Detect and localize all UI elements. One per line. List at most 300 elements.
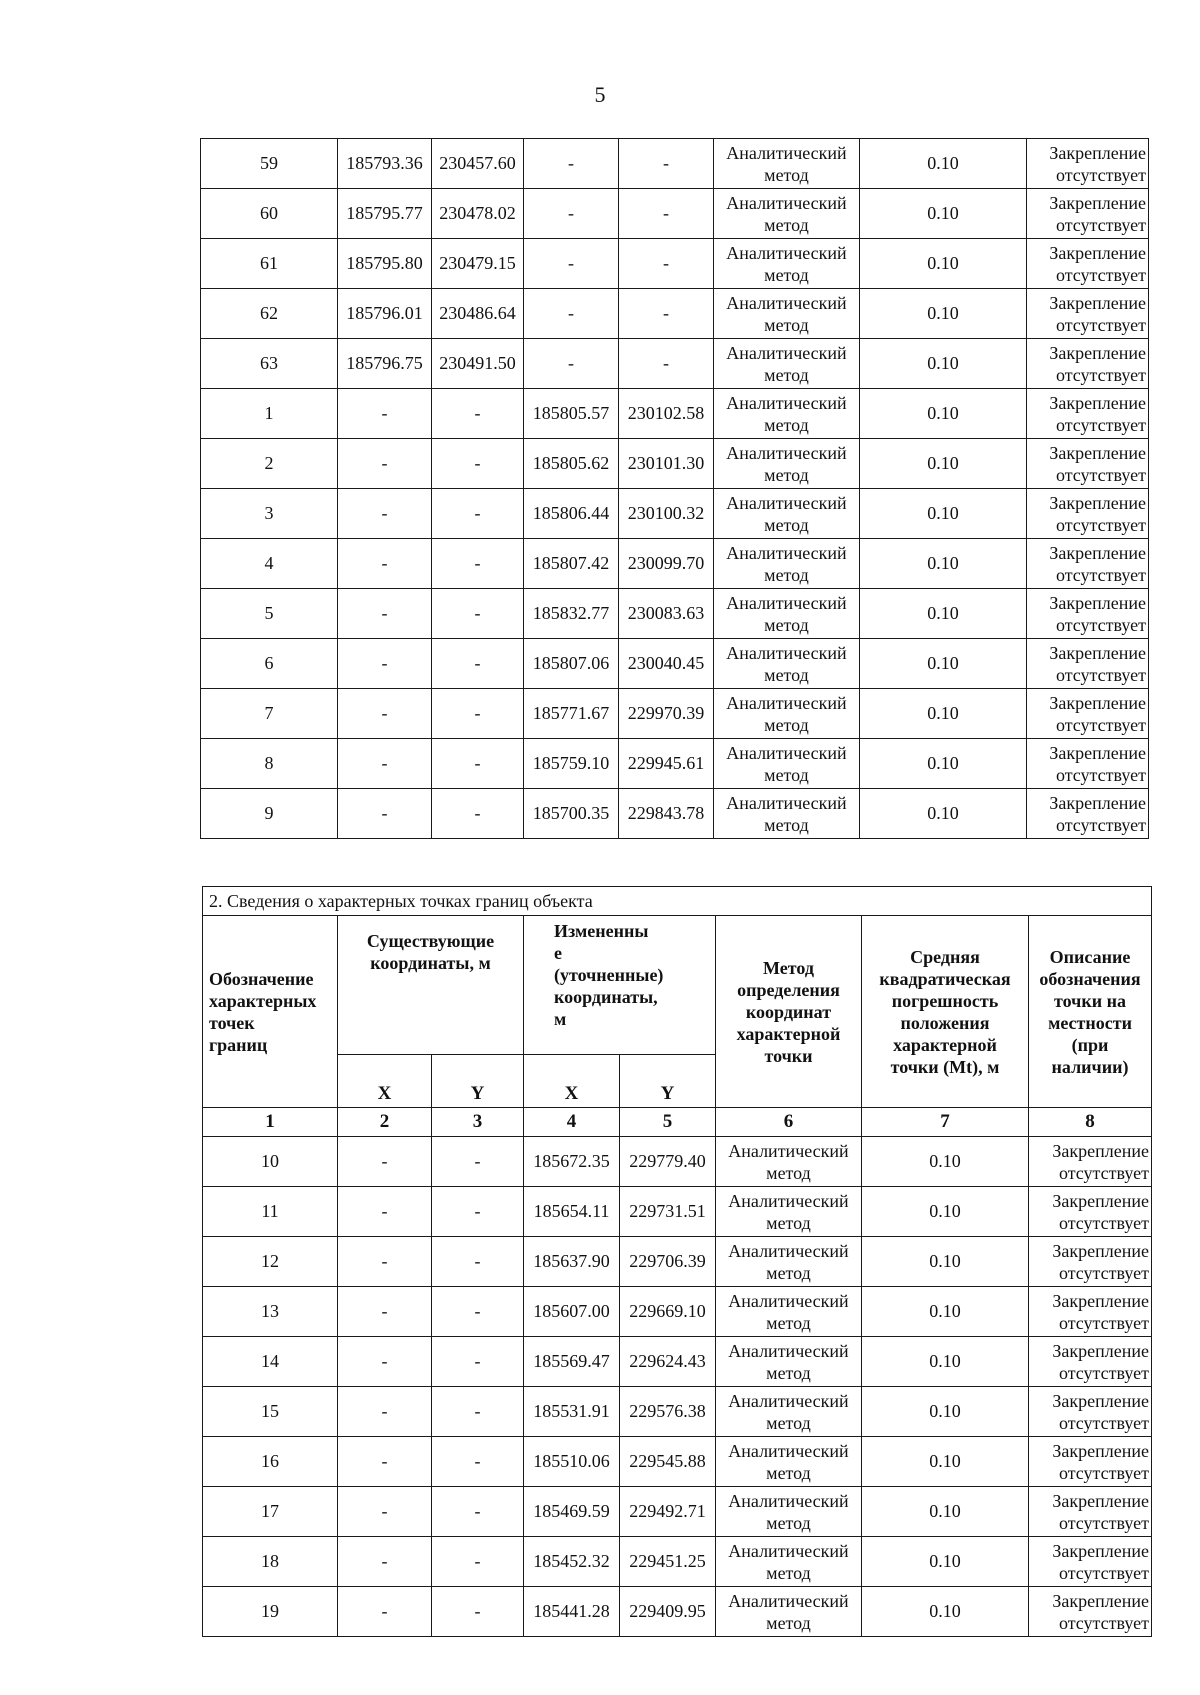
point-number: 11 [203, 1187, 338, 1237]
method-cell-line: метод [766, 1262, 811, 1283]
method-cell-line: метод [764, 264, 809, 285]
method-cell [716, 1337, 862, 1387]
mean-square-error: 0.10 [862, 1437, 1029, 1487]
mean-square-error: 0.10 [860, 689, 1027, 739]
method-cell-line: Аналитический [726, 192, 847, 213]
existing-y: - [432, 789, 524, 839]
description-cell-line: Закрепление [1052, 1140, 1149, 1161]
existing-x: - [338, 439, 432, 489]
existing-y: - [432, 1187, 524, 1237]
point-number: 8 [201, 739, 338, 789]
method-cell-line: Аналитический [728, 1440, 849, 1461]
existing-x: - [338, 1137, 432, 1187]
existing-x: - [338, 389, 432, 439]
header-line: границ [209, 1034, 268, 1055]
changed-y: 229970.39 [619, 689, 714, 739]
description-cell-line: Закрепление [1049, 792, 1146, 813]
header-line: точки (Mt), м [890, 1056, 1000, 1077]
description-cell [1029, 1337, 1152, 1387]
table-row [203, 1437, 1152, 1487]
header-line: Описание [1049, 946, 1131, 967]
description-cell [1027, 739, 1149, 789]
point-number: 14 [203, 1337, 338, 1387]
changed-y: 229576.38 [620, 1387, 716, 1437]
method-cell-line: Аналитический [728, 1340, 849, 1361]
description-cell-line: Закрепление [1052, 1590, 1149, 1611]
changed-y: - [619, 289, 714, 339]
description-cell [1029, 1487, 1152, 1537]
point-number: 17 [203, 1487, 338, 1537]
existing-x: 185795.80 [338, 239, 432, 289]
description-cell-line: отсутствует [1055, 614, 1146, 635]
method-cell [716, 1137, 862, 1187]
mean-square-error: 0.10 [860, 189, 1027, 239]
method-cell [716, 1187, 862, 1237]
existing-x: - [338, 1437, 432, 1487]
existing-y: - [432, 1237, 524, 1287]
changed-x: 185805.62 [524, 439, 619, 489]
description-cell [1027, 339, 1149, 389]
method-cell-line: Аналитический [726, 692, 847, 713]
table-row [201, 189, 1149, 239]
method-cell-line: метод [764, 514, 809, 535]
table-caption: 2. Сведения о характерных точках границ объекта [203, 887, 1152, 916]
description-cell-line: отсутствует [1055, 164, 1146, 185]
description-cell [1027, 489, 1149, 539]
mean-square-error: 0.10 [860, 789, 1027, 839]
table-row [203, 1137, 1152, 1187]
point-number: 6 [201, 639, 338, 689]
description-cell-line: Закрепление [1049, 242, 1146, 263]
changed-x: 185452.32 [524, 1537, 620, 1587]
existing-y: 230457.60 [432, 139, 524, 189]
method-cell-line: метод [764, 714, 809, 735]
method-cell-line: метод [766, 1162, 811, 1183]
header-line: точки [764, 1045, 813, 1066]
existing-y: - [432, 1587, 524, 1637]
table-row [203, 1387, 1152, 1437]
method-cell [714, 389, 860, 439]
boundary-points-table [202, 886, 1152, 1637]
method-cell [714, 239, 860, 289]
changed-x: 185759.10 [524, 739, 619, 789]
description-cell [1027, 139, 1149, 189]
changed-x: 185806.44 [524, 489, 619, 539]
header-line: Измененны [554, 921, 649, 941]
description-cell-line: Закрепление [1049, 692, 1146, 713]
method-cell [714, 589, 860, 639]
changed-y: - [619, 339, 714, 389]
changed-x: 185441.28 [524, 1587, 620, 1637]
description-cell-line: Закрепление [1049, 742, 1146, 763]
header-method [716, 916, 862, 1108]
method-cell-line: Аналитический [728, 1540, 849, 1561]
mean-square-error: 0.10 [862, 1337, 1029, 1387]
method-cell-line: метод [764, 214, 809, 235]
description-cell-line: отсутствует [1058, 1362, 1149, 1383]
changed-x: 185510.06 [524, 1437, 620, 1487]
existing-x: - [338, 1487, 432, 1537]
method-cell-line: Аналитический [726, 792, 847, 813]
point-number: 61 [201, 239, 338, 289]
changed-y: 229492.71 [620, 1487, 716, 1537]
description-cell [1027, 789, 1149, 839]
changed-x: 185637.90 [524, 1237, 620, 1287]
header-line: погрешность [891, 990, 999, 1011]
changed-y: - [619, 239, 714, 289]
description-cell [1029, 1537, 1152, 1587]
method-cell-line: метод [766, 1212, 811, 1233]
header-line: координат [745, 1001, 832, 1022]
method-cell-line: метод [764, 564, 809, 585]
mean-square-error: 0.10 [860, 439, 1027, 489]
table-row [203, 1237, 1152, 1287]
mean-square-error: 0.10 [860, 739, 1027, 789]
method-cell-line: метод [764, 664, 809, 685]
mean-square-error: 0.10 [860, 639, 1027, 689]
description-cell [1027, 689, 1149, 739]
mean-square-error: 0.10 [862, 1137, 1029, 1187]
header-line: Обозначение [209, 968, 314, 989]
table-row [201, 539, 1149, 589]
description-cell-line: отсутствует [1055, 214, 1146, 235]
header-line: наличии) [1051, 1056, 1129, 1077]
method-cell-line: Аналитический [726, 742, 847, 763]
description-cell [1029, 1587, 1152, 1637]
description-cell-line: отсутствует [1055, 464, 1146, 485]
existing-y: 230479.15 [432, 239, 524, 289]
existing-y: - [432, 1537, 524, 1587]
existing-y: 230486.64 [432, 289, 524, 339]
method-cell-line: Аналитический [728, 1390, 849, 1411]
description-cell-line: отсутствует [1055, 664, 1146, 685]
description-cell-line: отсутствует [1058, 1162, 1149, 1183]
description-cell [1027, 589, 1149, 639]
point-number: 12 [203, 1237, 338, 1287]
changed-x: - [524, 339, 619, 389]
header-mean-square-error [862, 916, 1029, 1108]
header-changed-y: Y [620, 1055, 716, 1108]
existing-x: 185796.75 [338, 339, 432, 389]
method-cell-line: метод [764, 164, 809, 185]
mean-square-error: 0.10 [860, 589, 1027, 639]
table-row [201, 439, 1149, 489]
changed-y: 230100.32 [619, 489, 714, 539]
column-number: 6 [716, 1108, 862, 1137]
existing-x: 185793.36 [338, 139, 432, 189]
existing-y: - [432, 539, 524, 589]
existing-x: - [338, 489, 432, 539]
method-cell [714, 739, 860, 789]
description-cell [1029, 1187, 1152, 1237]
existing-y: - [432, 1387, 524, 1437]
changed-x: - [524, 189, 619, 239]
description-cell [1027, 239, 1149, 289]
header-line: координаты, [554, 987, 658, 1007]
changed-y: 229409.95 [620, 1587, 716, 1637]
existing-y: - [432, 489, 524, 539]
table-row [201, 489, 1149, 539]
description-cell-line: Закрепление [1049, 592, 1146, 613]
table-row [203, 1337, 1152, 1387]
description-cell-line: отсутствует [1055, 714, 1146, 735]
method-cell [714, 639, 860, 689]
header-line: (уточненные) [554, 965, 664, 985]
changed-y: 229779.40 [620, 1137, 716, 1187]
mean-square-error: 0.10 [860, 289, 1027, 339]
method-cell [714, 139, 860, 189]
method-cell [714, 189, 860, 239]
header-line: Существующие [366, 931, 495, 951]
mean-square-error: 0.10 [862, 1187, 1029, 1237]
point-number: 62 [201, 289, 338, 339]
point-number: 19 [203, 1587, 338, 1637]
description-cell [1029, 1137, 1152, 1187]
header-line: точки на [1054, 990, 1126, 1011]
method-cell-line: Аналитический [726, 342, 847, 363]
method-cell-line: метод [764, 614, 809, 635]
table-row [203, 1487, 1152, 1537]
method-cell [716, 1537, 862, 1587]
description-cell-line: отсутствует [1055, 814, 1146, 835]
description-cell-line: Закрепление [1049, 342, 1146, 363]
changed-x: 185654.11 [524, 1187, 620, 1237]
column-number: 7 [862, 1108, 1029, 1137]
header-point-description [1029, 916, 1152, 1108]
changed-y: 230099.70 [619, 539, 714, 589]
existing-x: - [338, 1387, 432, 1437]
header-line: координаты, м [370, 953, 491, 973]
method-cell-line: метод [764, 814, 809, 835]
method-cell-line: метод [764, 414, 809, 435]
existing-x: - [338, 1187, 432, 1237]
table-row [203, 1287, 1152, 1337]
point-number: 18 [203, 1537, 338, 1587]
description-cell-line: отсутствует [1055, 264, 1146, 285]
table-row [201, 589, 1149, 639]
existing-y: - [432, 1437, 524, 1487]
method-cell-line: Аналитический [728, 1190, 849, 1211]
existing-y: 230478.02 [432, 189, 524, 239]
description-cell-line: Закрепление [1052, 1240, 1149, 1261]
header-existing-coordinates [338, 916, 524, 1055]
method-cell-line: Аналитический [726, 292, 847, 313]
description-cell-line: отсутствует [1058, 1312, 1149, 1333]
method-cell [714, 439, 860, 489]
point-number: 16 [203, 1437, 338, 1487]
changed-x: - [524, 289, 619, 339]
method-cell [714, 789, 860, 839]
method-cell-line: Аналитический [728, 1140, 849, 1161]
method-cell-line: Аналитический [726, 142, 847, 163]
existing-x: - [338, 789, 432, 839]
changed-y: 230102.58 [619, 389, 714, 439]
changed-y: - [619, 189, 714, 239]
changed-x: 185771.67 [524, 689, 619, 739]
table-row [203, 1187, 1152, 1237]
method-cell-line: метод [766, 1412, 811, 1433]
description-cell [1027, 439, 1149, 489]
method-cell-line: Аналитический [726, 642, 847, 663]
method-cell-line: метод [766, 1462, 811, 1483]
existing-x: - [338, 539, 432, 589]
method-cell-line: Аналитический [726, 542, 847, 563]
table-row [201, 139, 1149, 189]
header-line: (при [1071, 1034, 1109, 1055]
header-line: квадратическая [879, 968, 1011, 989]
existing-x: 185795.77 [338, 189, 432, 239]
description-cell-line: отсутствует [1055, 514, 1146, 535]
method-cell [716, 1437, 862, 1487]
existing-y: - [432, 389, 524, 439]
mean-square-error: 0.10 [860, 239, 1027, 289]
table-row [201, 389, 1149, 439]
method-cell-line: метод [766, 1312, 811, 1333]
changed-x: 185607.00 [524, 1287, 620, 1337]
header-changed-coordinates [524, 916, 716, 1055]
method-cell [716, 1587, 862, 1637]
table-row [203, 1587, 1152, 1637]
existing-x: - [338, 1537, 432, 1587]
description-cell-line: отсутствует [1058, 1412, 1149, 1433]
existing-y: - [432, 739, 524, 789]
method-cell-line: Аналитический [728, 1290, 849, 1311]
header-line: характерной [736, 1023, 841, 1044]
changed-x: 185832.77 [524, 589, 619, 639]
description-cell-line: Закрепление [1049, 542, 1146, 563]
method-cell-line: Аналитический [726, 392, 847, 413]
mean-square-error: 0.10 [862, 1587, 1029, 1637]
description-cell [1029, 1387, 1152, 1437]
header-existing-x: X [338, 1055, 432, 1108]
description-cell [1029, 1287, 1152, 1337]
mean-square-error: 0.10 [860, 539, 1027, 589]
header-line: характерных [209, 990, 317, 1011]
table-row [201, 739, 1149, 789]
description-cell-line: Закрепление [1049, 392, 1146, 413]
table-row [201, 639, 1149, 689]
header-line: Средняя [910, 946, 980, 967]
point-number: 3 [201, 489, 338, 539]
changed-x: 185700.35 [524, 789, 619, 839]
method-cell-line: метод [764, 764, 809, 785]
table-row [201, 789, 1149, 839]
column-number: 3 [432, 1108, 524, 1137]
existing-x: - [338, 739, 432, 789]
changed-y: 229451.25 [620, 1537, 716, 1587]
description-cell [1027, 389, 1149, 439]
existing-y: - [432, 1337, 524, 1387]
header-line: точек [209, 1012, 255, 1033]
description-cell-line: Закрепление [1049, 442, 1146, 463]
point-number: 7 [201, 689, 338, 739]
point-number: 59 [201, 139, 338, 189]
description-cell-line: Закрепление [1052, 1340, 1149, 1361]
description-cell-line: отсутствует [1055, 314, 1146, 335]
table-row [203, 1537, 1152, 1587]
changed-x: 185672.35 [524, 1137, 620, 1187]
description-cell [1029, 1437, 1152, 1487]
mean-square-error: 0.10 [862, 1287, 1029, 1337]
changed-y: 229731.51 [620, 1187, 716, 1237]
existing-x: - [338, 589, 432, 639]
description-cell-line: отсутствует [1055, 414, 1146, 435]
method-cell-line: метод [766, 1562, 811, 1583]
point-number: 15 [203, 1387, 338, 1437]
header-line: е [554, 943, 562, 963]
description-cell [1027, 289, 1149, 339]
column-number: 2 [338, 1108, 432, 1137]
existing-y: - [432, 1287, 524, 1337]
mean-square-error: 0.10 [862, 1537, 1029, 1587]
method-cell-line: метод [766, 1362, 811, 1383]
description-cell-line: отсутствует [1058, 1512, 1149, 1533]
header-existing-y: Y [432, 1055, 524, 1108]
method-cell [716, 1387, 862, 1437]
changed-x: 185469.59 [524, 1487, 620, 1537]
header-line: местности [1048, 1012, 1132, 1033]
description-cell-line: Закрепление [1052, 1290, 1149, 1311]
column-number-row [203, 1108, 1152, 1137]
header-line: характерной [893, 1034, 997, 1055]
changed-x: - [524, 139, 619, 189]
point-number: 13 [203, 1287, 338, 1337]
description-cell [1027, 639, 1149, 689]
method-cell-line: метод [764, 364, 809, 385]
method-cell-line: метод [766, 1612, 811, 1633]
point-number: 60 [201, 189, 338, 239]
existing-x: - [338, 1337, 432, 1387]
changed-y: 229706.39 [620, 1237, 716, 1287]
description-cell-line: Закрепление [1049, 492, 1146, 513]
description-cell-line: отсутствует [1055, 564, 1146, 585]
existing-y: - [432, 1487, 524, 1537]
existing-x: - [338, 639, 432, 689]
changed-y: 229843.78 [619, 789, 714, 839]
page-number: 5 [594, 82, 606, 107]
mean-square-error: 0.10 [860, 389, 1027, 439]
existing-x: - [338, 1587, 432, 1637]
existing-y: - [432, 1137, 524, 1187]
existing-y: - [432, 589, 524, 639]
mean-square-error: 0.10 [860, 339, 1027, 389]
method-cell-line: Аналитический [728, 1590, 849, 1611]
boundary-points-table-continued [200, 138, 1149, 839]
changed-y: 229669.10 [620, 1287, 716, 1337]
point-number: 63 [201, 339, 338, 389]
header-line: обозначения [1039, 968, 1141, 989]
method-cell-line: метод [764, 314, 809, 335]
existing-x: - [338, 689, 432, 739]
changed-y: 230083.63 [619, 589, 714, 639]
method-cell [714, 539, 860, 589]
point-number: 2 [201, 439, 338, 489]
description-cell-line: отсутствует [1055, 764, 1146, 785]
mean-square-error: 0.10 [860, 489, 1027, 539]
header-line: Метод [763, 957, 814, 978]
method-cell [716, 1487, 862, 1537]
changed-x: 185807.42 [524, 539, 619, 589]
description-cell-line: отсутствует [1055, 364, 1146, 385]
column-number: 1 [203, 1108, 338, 1137]
method-cell-line: Аналитический [726, 492, 847, 513]
mean-square-error: 0.10 [860, 139, 1027, 189]
method-cell [716, 1237, 862, 1287]
method-cell [714, 489, 860, 539]
method-cell-line: Аналитический [728, 1490, 849, 1511]
method-cell [714, 339, 860, 389]
column-number: 5 [620, 1108, 716, 1137]
